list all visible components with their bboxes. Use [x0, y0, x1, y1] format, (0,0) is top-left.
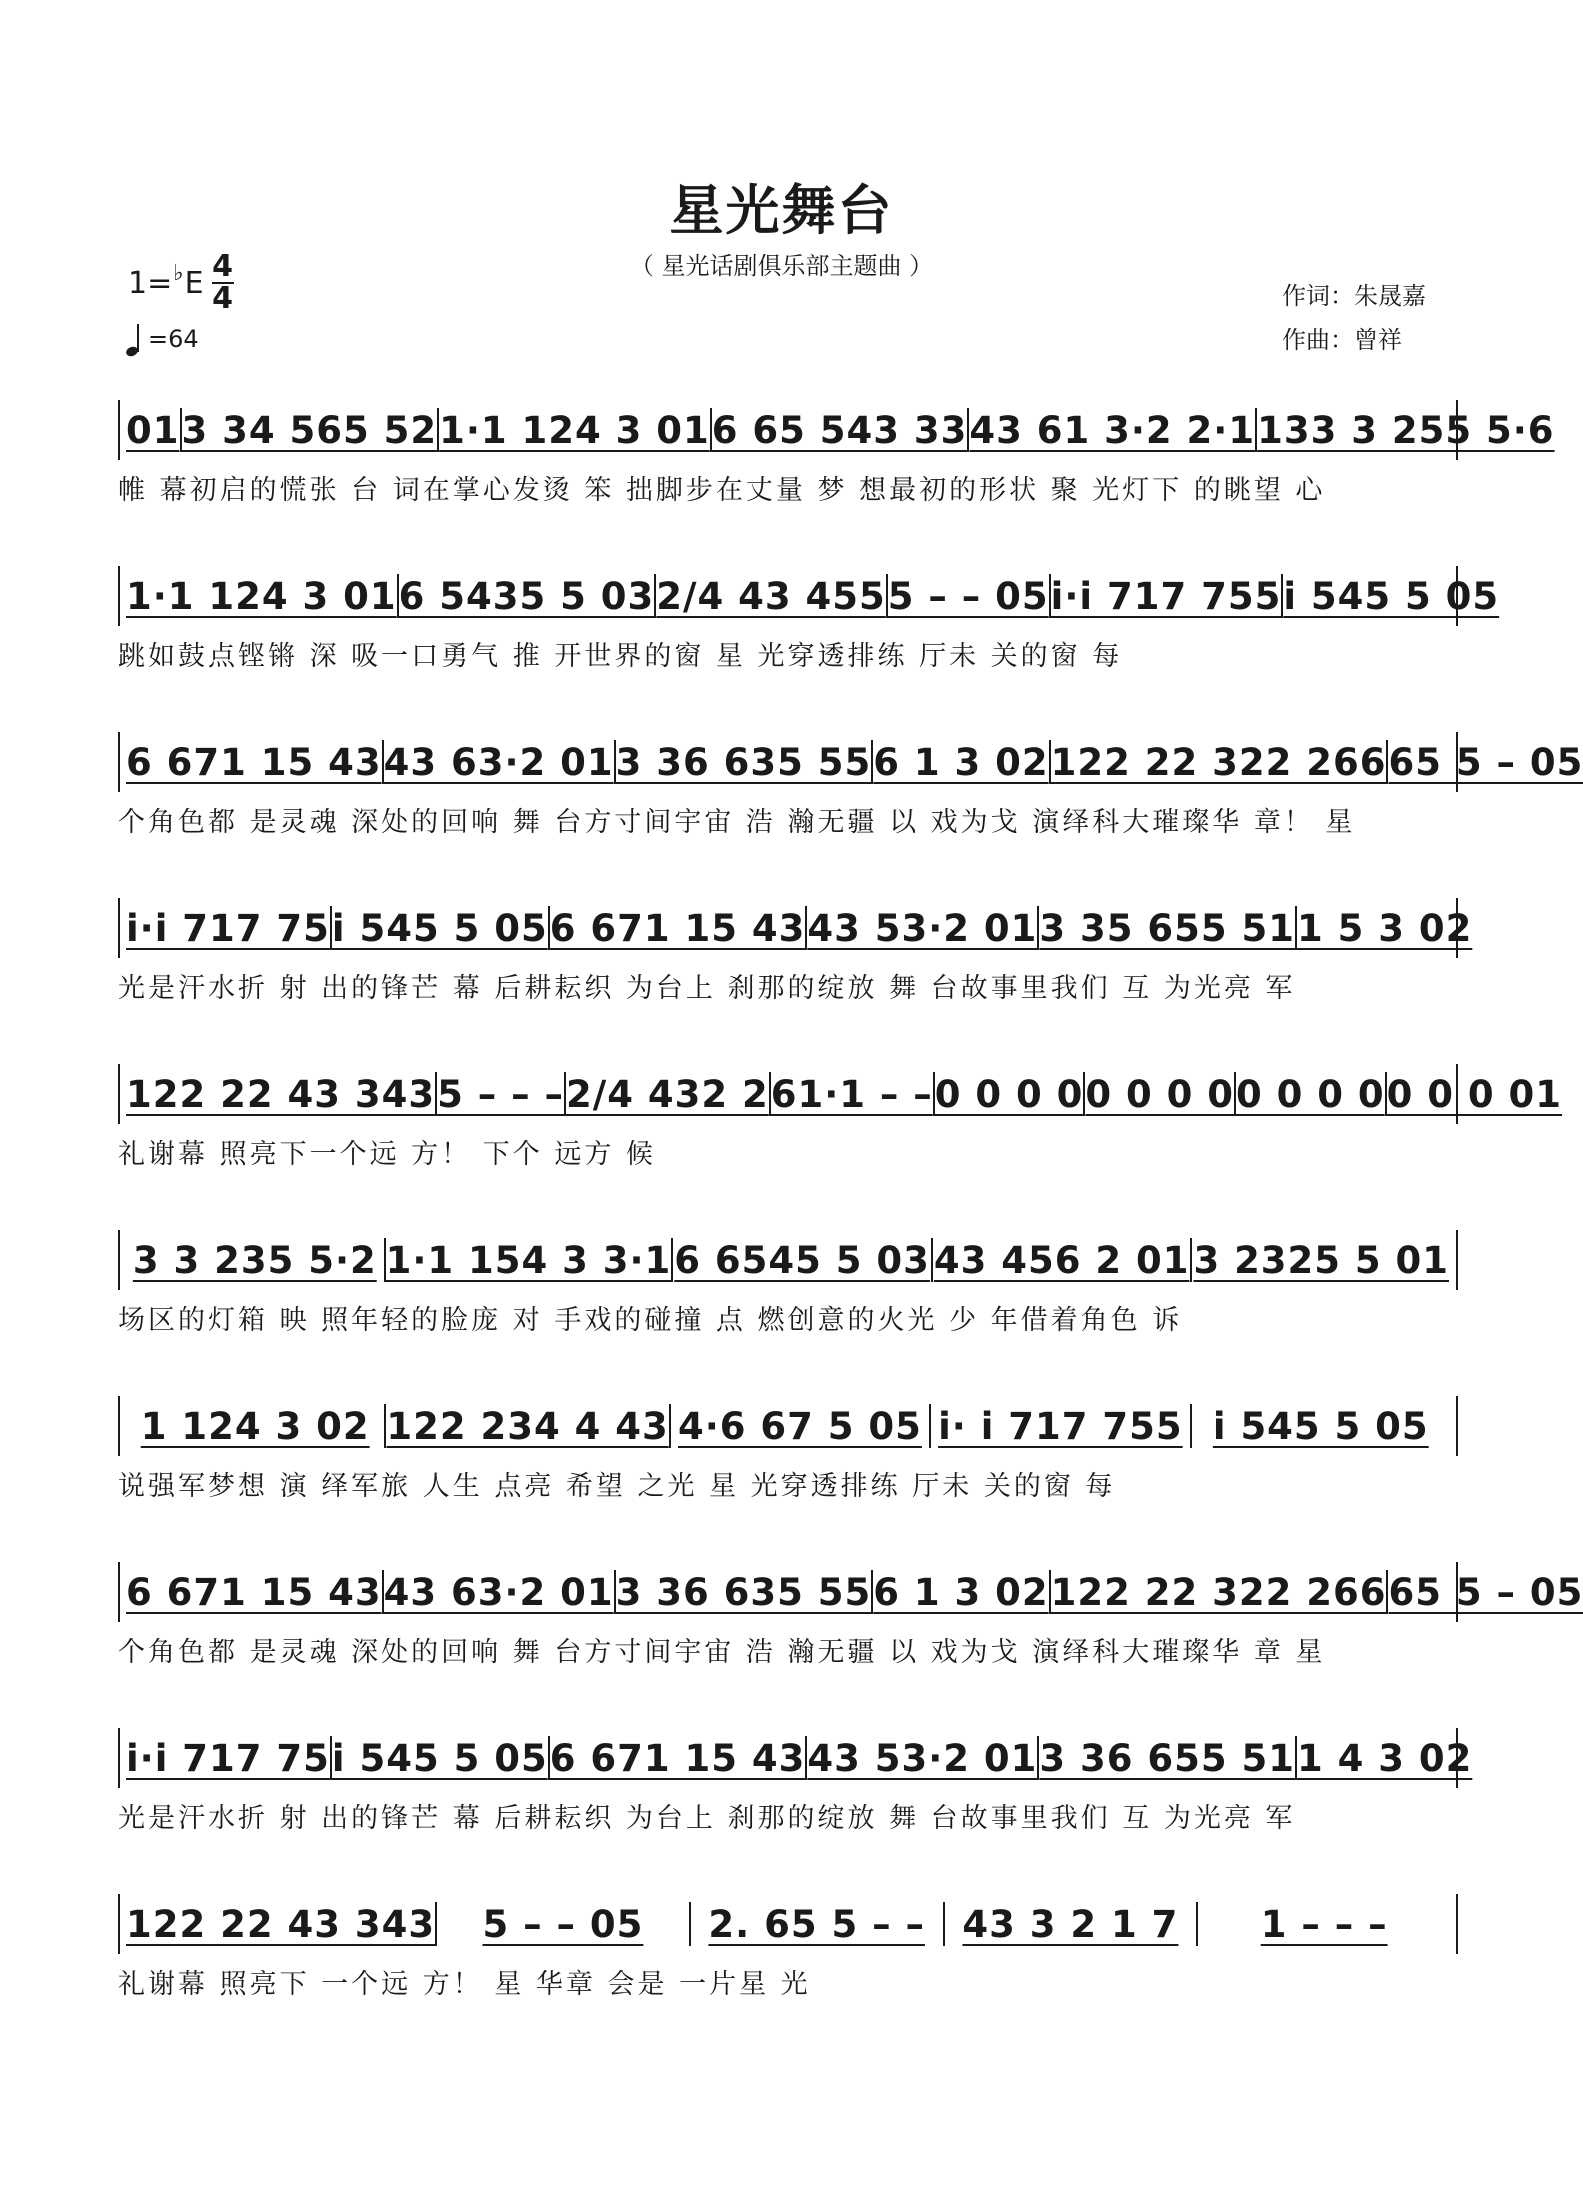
measure: 0 0 0 01 — [1386, 1072, 1563, 1116]
lyrics-row: 礼谢幕 照亮下一个远 方！ 下个 远方 候 — [118, 1139, 656, 1170]
score-system — [118, 1542, 1583, 1708]
quarter-note-icon — [126, 322, 144, 356]
song-title: 星光舞台 — [669, 179, 894, 242]
measure: i·i 717 75 — [126, 906, 330, 950]
measure: i 545 5 05 — [1212, 1404, 1429, 1448]
key-letter: E — [184, 265, 204, 301]
measure: i·i 717 75 — [126, 1736, 330, 1780]
measure: i·i 717 755 — [1050, 574, 1282, 618]
measure: 6 671 15 43 — [549, 906, 806, 950]
composer: 作曲：曾祥 — [1282, 326, 1402, 354]
measure: 43 63·2 01 — [383, 740, 614, 784]
notes-row — [118, 1728, 1473, 1788]
lyrics-row: 个角色都 是灵魂 深处的回响 舞 台方寸间宇宙 浩 瀚无疆 以 戏为戈 演绎科大璀璨华 章 星 — [118, 1637, 1326, 1668]
measure: 122 22 322 266 — [1050, 740, 1387, 784]
measure: 43 63·2 01 — [383, 1570, 614, 1614]
lyrics-row: 帷 幕初启的慌张 台 词在掌心发烫 笨 拙脚步在丈量 梦 想最初的形状 聚 光灯下 的眺望 心 — [118, 475, 1326, 506]
measure: 6 671 15 43 — [126, 740, 382, 784]
measure: 3 36 635 55 — [615, 1570, 872, 1614]
measure: 3 36 635 55 — [615, 740, 872, 784]
measure: 1 – – – — [1260, 1902, 1388, 1946]
score-system — [118, 380, 1555, 546]
measure: 1·1 154 3 3·1 — [385, 1238, 672, 1282]
lyrics-row: 个角色都 是灵魂 深处的回响 舞 台方寸间宇宙 浩 瀚无疆 以 戏为戈 演绎科大璀璨华 章！ 星 — [118, 807, 1356, 838]
measure: 6 5435 5 03 — [398, 574, 655, 618]
notes-row — [118, 1396, 1458, 1456]
measure: 3 36 655 51 — [1039, 1736, 1295, 1780]
score-system — [118, 1044, 1563, 1210]
measure: 01 — [126, 408, 180, 452]
measure: 43 53·2 01 — [807, 1736, 1038, 1780]
measure: i· i 717 755 — [938, 1404, 1183, 1448]
measure: 1·1 124 3 01 — [439, 408, 710, 452]
flat-sign: ♭ — [173, 260, 184, 286]
score-system — [118, 712, 1583, 878]
measure: i 545 5 05 — [331, 906, 548, 950]
tempo-value: =64 — [148, 325, 199, 353]
measure: 2/4 432 2 — [565, 1072, 769, 1116]
measure: 6 6545 5 03 — [674, 1238, 930, 1282]
score-system — [118, 878, 1473, 1044]
notes-row — [118, 1894, 1458, 1954]
score — [118, 380, 1583, 2040]
score-system — [118, 1708, 1473, 1874]
measure: 3 35 655 51 — [1039, 906, 1295, 950]
lyrics-row: 说强军梦想 演 绎军旅 人生 点亮 希望 之光 星 光穿透排练 厅未 关的窗 每 — [118, 1471, 1116, 1502]
lyrics-row: 跳如鼓点铿锵 深 吸一口勇气 推 开世界的窗 星 光穿透排练 厅未 关的窗 每 — [118, 641, 1123, 672]
notes-row — [118, 898, 1473, 958]
tempo-marking — [126, 322, 199, 356]
measure: 5 – – 05 — [482, 1902, 644, 1946]
key-prefix: 1= — [128, 265, 173, 301]
measure: 61·1 – – — [770, 1072, 933, 1116]
measure: 122 22 43 343 — [126, 1072, 436, 1116]
measure: 6 671 15 43 — [549, 1736, 806, 1780]
measure: 3 2325 5 01 — [1193, 1238, 1450, 1282]
measure: 43 3 2 1 7 — [962, 1902, 1179, 1946]
measure: 43 53·2 01 — [807, 906, 1038, 950]
measure: 3 3 235 5·2 — [132, 1238, 377, 1282]
measure: 0 0 0 0 — [1085, 1072, 1235, 1116]
measure: 5 – – – — [437, 1072, 564, 1116]
measure: i 545 5 05 — [331, 1736, 548, 1780]
credits — [1282, 274, 1426, 362]
measure: 1 4 3 02 — [1296, 1736, 1473, 1780]
score-system — [118, 1874, 1458, 2040]
time-signature-bottom: 4 — [212, 281, 234, 316]
lyrics-row: 光是汗水折 射 出的锋芒 幕 后耕耘织 为台上 刹那的绽放 舞 台故事里我们 互 为光亮 军 — [118, 1803, 1296, 1834]
lyrics-row: 礼谢幕 照亮下 一个远 方！ 星 华章 会是 一片星 光 — [118, 1969, 811, 2000]
measure: 1 5 3 02 — [1296, 906, 1473, 950]
measure: 122 234 4 43 — [386, 1404, 669, 1448]
lyrics-row: 场区的灯箱 映 照年轻的脸庞 对 手戏的碰撞 点 燃创意的火光 少 年借着角色 诉 — [118, 1305, 1183, 1336]
measure: 6 671 15 43 — [126, 1570, 382, 1614]
measure: 1·1 124 3 01 — [126, 574, 397, 618]
measure: 133 3 255 5·6 — [1257, 408, 1555, 452]
score-system — [118, 1376, 1458, 1542]
measure: 0 0 0 0 — [934, 1072, 1084, 1116]
measure: 2. 65 5 – – — [708, 1902, 925, 1946]
measure: 65 5 – 05 — [1388, 1570, 1583, 1614]
score-system — [118, 1210, 1458, 1376]
notes-row — [118, 1230, 1458, 1290]
measure: 1 124 3 02 — [140, 1404, 370, 1448]
notes-row — [118, 566, 1500, 626]
measure: 122 22 322 266 — [1050, 1570, 1387, 1614]
measure: 5 – – 05 — [887, 574, 1049, 618]
lyrics-row: 光是汗水折 射 出的锋芒 幕 后耕耘织 为台上 刹那的绽放 舞 台故事里我们 互 为光亮 军 — [118, 973, 1296, 1004]
time-signature-top: 4 — [212, 249, 234, 284]
notes-row — [118, 400, 1555, 460]
measure: 122 22 43 343 — [126, 1902, 436, 1946]
measure: 4·6 67 5 05 — [678, 1404, 922, 1448]
measure: 2/4 43 455 — [656, 574, 886, 618]
measure: 3 34 565 52 — [181, 408, 438, 452]
measure: 65 5 – 05 — [1388, 740, 1583, 784]
measure: 43 456 2 01 — [933, 1238, 1190, 1282]
score-system — [118, 546, 1500, 712]
key-signature — [128, 249, 234, 316]
measure: 0 0 0 0 — [1236, 1072, 1385, 1116]
time-signature — [212, 249, 234, 316]
notes-row — [118, 1562, 1583, 1622]
measure: 6 1 3 02 — [873, 740, 1049, 784]
lyricist: 作词：朱晟嘉 — [1282, 282, 1426, 310]
measure: 6 1 3 02 — [873, 1570, 1049, 1614]
measure: 6 65 543 33 — [711, 408, 968, 452]
measure: i 545 5 05 — [1283, 574, 1500, 618]
notes-row — [118, 732, 1583, 792]
measure: 43 61 3·2 2·1 — [969, 408, 1256, 452]
notes-row — [118, 1064, 1563, 1124]
song-subtitle: （ 星光话剧俱乐部主题曲 ） — [629, 252, 934, 280]
